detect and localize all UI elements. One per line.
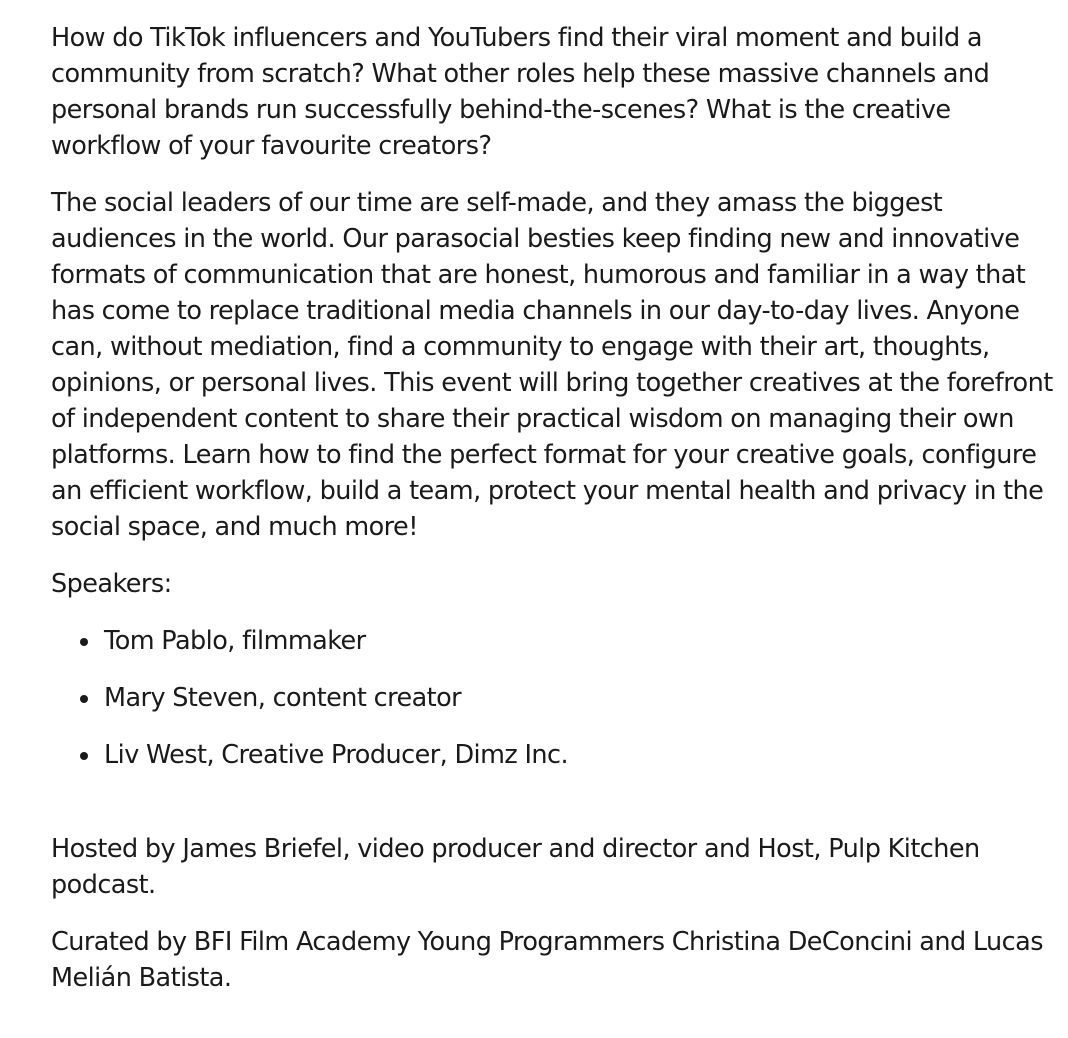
list-item: [51, 737, 1063, 773]
body-paragraph: The social leaders of our time are self-made, and they amass the biggest audiences in the world. Our parasocial besties keep finding new and innovative formats of communication that are honest, humorous and familiar in a way that has come to replace traditional media channels in our day-to-day lives. Anyone can, without mediation, find a community to engage with their art, thoughts, opinions, or personal lives. This event will bring together creatives at the forefront of independent content to share their practical wisdom on managing their own platforms. Learn how to find the perfect format for your creative goals, configure an efficient workflow, build a team, protect your mental health and privacy in the social space, and much more!: [51, 188, 1053, 542]
bullet-icon: [80, 638, 88, 646]
speakers-list: [51, 623, 1063, 773]
speakers-heading: Speakers:: [51, 569, 172, 599]
list-item: [51, 623, 1063, 659]
hosted-by-paragraph: Hosted by James Briefel, video producer and director and Host, Pulp Kitchen podcast.: [51, 834, 980, 900]
list-spacer: [51, 794, 1063, 831]
speaker-name: Mary Steven, content creator: [104, 683, 462, 713]
event-description: [51, 20, 1063, 1017]
bullet-icon: [80, 752, 88, 760]
list-item: [51, 680, 1063, 716]
intro-paragraph: How do TikTok influencers and YouTubers find their viral moment and build a community from scratch? What other roles help these massive channels and personal brands run successfully behind-the-scenes? What is the creative workflow of your favourite creators?: [51, 23, 990, 161]
bullet-icon: [80, 695, 88, 703]
curated-by-paragraph: Curated by BFI Film Academy Young Programmers Christina DeConcini and Lucas Melián Batista.: [51, 927, 1043, 993]
speaker-name: Tom Pablo, filmmaker: [104, 626, 366, 656]
speaker-name: Liv West, Creative Producer, Dimz Inc.: [104, 740, 569, 770]
